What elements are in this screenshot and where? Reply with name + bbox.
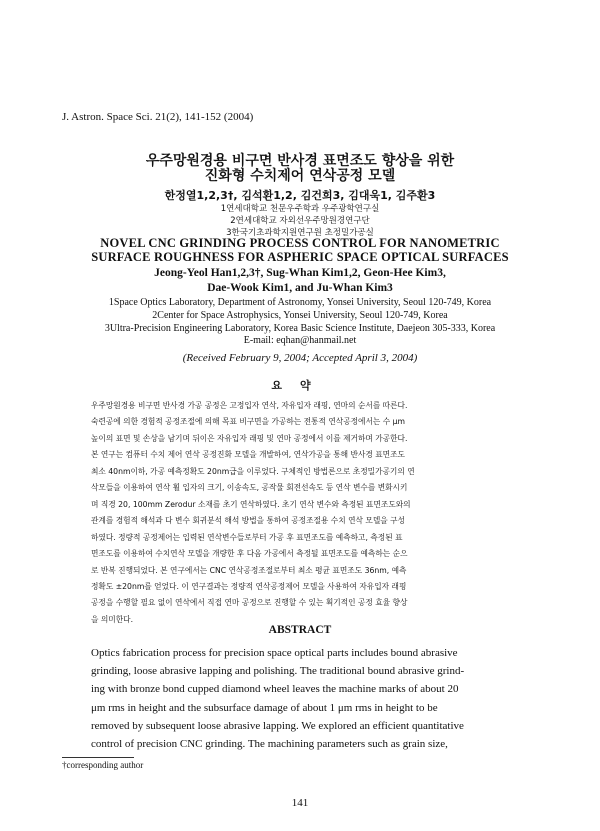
- english-affiliation-1: 1Space Optics Laboratory, Department of Astronomy, Yonsei University, Seoul 120-749, Korea: [108, 297, 492, 308]
- korean-abstract-line: 본 연구는 컴퓨터 수치 제어 연삭 공정진화 모델을 개발하여, 연삭가공을 통해 반사경 표면조도: [91, 450, 405, 460]
- abstract-line: μm rms in height and the subsurface damage of about 1 μm rms in height to be: [91, 701, 438, 714]
- english-title-line-2: SURFACE ROUGHNESS FOR ASPHERIC SPACE OPTICAL SURFACES: [91, 250, 509, 264]
- abstract-line: ing with bronze bond cupped diamond wheel leaves the machine marks of about 20: [91, 683, 459, 696]
- korean-abstract-line: 숙련공에 의한 경험적 공정조절에 의해 목표 비구면을 가공하는 전통적 연삭공정에서는 수 μm: [91, 417, 406, 427]
- korean-title-line-2: 진화형 수치제어 연삭공정 모델: [204, 168, 396, 184]
- english-abstract-body: [91, 644, 511, 753]
- korean-authors: 한정열1,2,3†, 김석환1,2, 김건희3, 김대욱1, 김주환3: [164, 189, 436, 202]
- english-affiliation-3: 3Ultra-Precision Engineering Laboratory, Korea Basic Science Institute, Daejeon 305-333, Korea: [104, 323, 496, 334]
- abstract-line: removed by subsequent loose abrasive lapping. We explored an efficient quantitative: [91, 719, 464, 732]
- footnote-divider: [62, 757, 134, 758]
- english-affiliation-2: 2Center for Space Astrophysics, Yonsei University, Seoul 120-749, Korea: [152, 310, 448, 321]
- korean-abstract-line: 면조도를 이용하여 수치연삭 모델을 개량한 후 다음 가공에서 측정될 표면조도를 예측하는 순으: [91, 549, 408, 559]
- corresponding-email: E-mail: eqhan@hanmail.net: [243, 335, 357, 346]
- korean-abstract-line: 우주망원경용 비구면 반사경 가공 공정은 고정입자 연삭, 자유입자 래핑, 연마의 순서를 따른다.: [91, 401, 408, 410]
- korean-title-line-1: 우주망원경용 비구면 반사경 표면조도 향상을 위한: [145, 153, 455, 169]
- abstract-line: control of precision CNC grinding. The machining parameters such as grain size,: [91, 738, 448, 751]
- korean-abstract-line: 관계를 경험적 해석과 다 변수 회귀분석 해석 방법을 통하여 공정조절용 수치 연삭 모델을 구성: [91, 516, 405, 526]
- korean-abstract-line: 며 직경 20, 100mm Zerodur 소재를 초기 연삭하였다. 초기 연삭 변수와 측정된 표면조도와의: [91, 499, 411, 509]
- korean-abstract-line: 삭모들을 이용하여 연삭 휠 입자의 크기, 이송속도, 공작물 회전선속도 등 연삭 변수를 변화시키: [91, 483, 408, 493]
- journal-citation: J. Astron. Space Sci. 21(2), 141-152 (2004): [62, 111, 254, 123]
- page-number: 141: [291, 797, 309, 809]
- korean-abstract-line: 정확도 ±20nm를 얻었다. 이 연구결과는 정량적 연삭공정제어 모델을 사용하여 자유입자 래핑: [91, 581, 407, 591]
- received-dates: (Received February 9, 2004; Accepted April 3, 2004): [182, 352, 418, 364]
- korean-abstract-line: 최소 40nm이하, 가공 예측정확도 20nm급을 이루었다. 구체적인 방법론으로 초정밀가공기의 연: [91, 466, 415, 476]
- korean-affiliation-1: 1연세대학교 천문우주학과 우주광학연구실: [220, 204, 380, 214]
- korean-abstract-line: 로 반복 진행되었다. 본 연구에서는 CNC 연삭공정조절로부터 최소 평균 표면조도 36nm, 예측: [91, 565, 407, 575]
- english-authors-line-2: Dae-Wook Kim1, and Ju-Whan Kim3: [207, 282, 393, 294]
- korean-abstract-body: [91, 398, 511, 628]
- korean-affiliation-2: 2연세대학교 자외선우주망원경연구단: [230, 216, 370, 226]
- korean-abstract-line: 공정을 수행할 필요 없이 연삭에서 직접 연마 공정으로 진행할 수 있는 획기적인 공정 효율 향상: [91, 598, 408, 608]
- abstract-line: grinding, loose abrasive lapping and polishing. The traditional bound abrasive grind-: [91, 665, 465, 678]
- korean-affiliation-3: 3한국기초과학지원연구원 초정밀가공실: [226, 228, 374, 238]
- korean-abstract-line: 을 의미한다.: [91, 614, 134, 624]
- english-authors-line-1: Jeong-Yeol Han1,2,3†, Sug-Whan Kim1,2, Geon-Hee Kim3,: [154, 267, 446, 279]
- footnote: †corresponding author: [62, 760, 144, 770]
- korean-abstract-line: 높이의 표면 및 손상을 남기며 뒤이은 자유입자 래핑 및 연마 공정에서 이를 제거하며 가공한다.: [91, 433, 408, 443]
- abstract-heading: ABSTRACT: [268, 624, 332, 636]
- korean-abstract-heading: 요약: [271, 379, 329, 392]
- korean-abstract-line: 하였다. 정량적 공정제어는 입력된 연삭변수들로부터 가공 후 표면조도를 예측하고, 측정된 표: [91, 532, 403, 542]
- abstract-line: Optics fabrication process for precision space optical parts includes bound abrasive: [91, 647, 458, 659]
- english-title-line-1: NOVEL CNC GRINDING PROCESS CONTROL FOR NANOMETRIC: [100, 236, 500, 250]
